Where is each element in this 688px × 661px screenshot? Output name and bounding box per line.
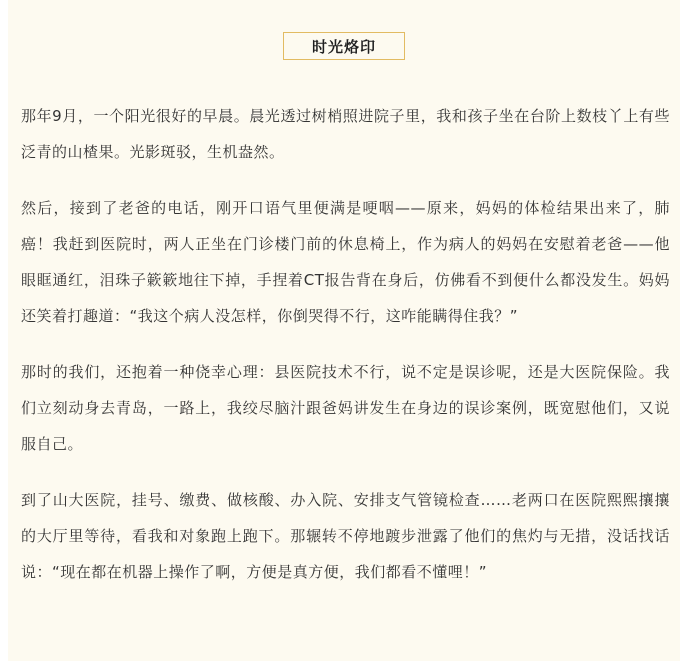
article-title: 时光烙印	[283, 32, 405, 60]
title-container	[8, 32, 680, 60]
article-body	[8, 98, 680, 590]
paragraph-1: 那年9月，一个阳光很好的早晨。晨光透过树梢照进院子里，我和孩子坐在台阶上数枝丫上有些泛青的山楂果。光影斑驳，生机盎然。	[21, 107, 670, 161]
paragraph-4: 到了山大医院，挂号、缴费、做核酸、办入院、安排支气管镜检查……老两口在医院熙熙攘攘的大厅里等待，看我和对象跑上跑下。那辗转不停地踱步泄露了他们的焦灼与无措，没话找话说：“现在都在机器上操作了啊，方便是真方便，我们都看不懂哩！”	[21, 491, 670, 581]
paragraph-2: 然后，接到了老爸的电话，刚开口语气里便满是哽咽——原来，妈妈的体检结果出来了，肺癌！我赶到医院时，两人正坐在门诊楼门前的休息椅上，作为病人的妈妈在安慰着老爸——他眼眶通红，泪珠子簌簌地往下掉，手捏着CT报告背在身后，仿佛看不到便什么都没发生。妈妈还笑着打趣道：“我这个病人没怎样，你倒哭得不行，这咋能瞒得住我？”	[21, 199, 670, 325]
paragraph-3: 那时的我们，还抱着一种侥幸心理：县医院技术不行，说不定是误诊呢，还是大医院保险。我们立刻动身去青岛，一路上，我绞尽脑汁跟爸妈讲发生在身边的误诊案例，既宽慰他们，又说服自己。	[21, 363, 670, 453]
article-page	[8, 0, 680, 661]
